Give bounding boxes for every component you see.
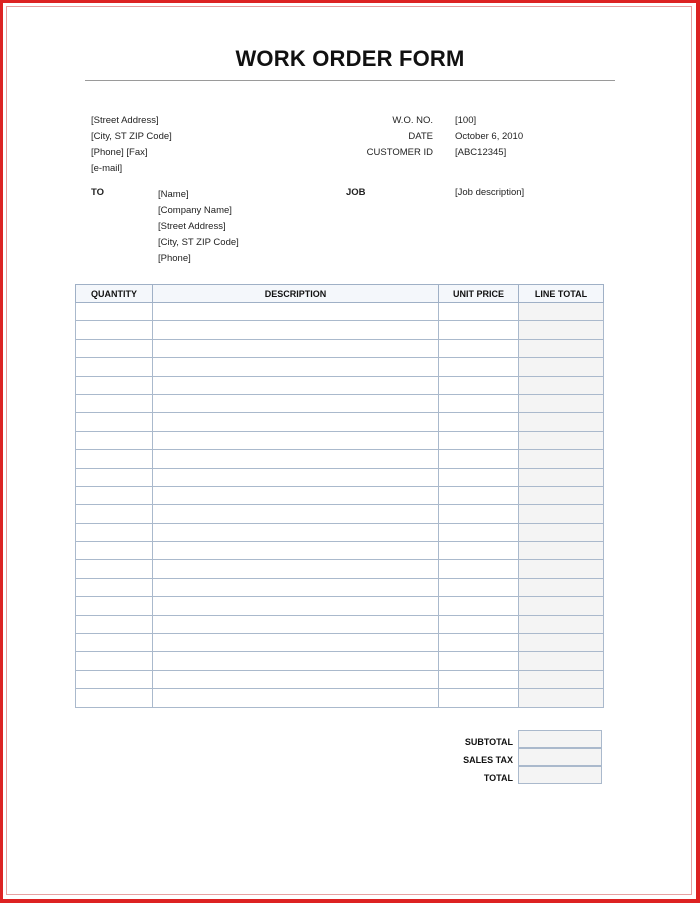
description-cell[interactable] bbox=[153, 523, 439, 541]
unit-price-cell[interactable] bbox=[439, 578, 519, 596]
to-company[interactable]: [Company Name] bbox=[158, 205, 232, 216]
line-total-cell[interactable] bbox=[519, 560, 604, 578]
description-cell[interactable] bbox=[153, 486, 439, 504]
unit-price-cell[interactable] bbox=[439, 689, 519, 707]
sender-email[interactable]: [e-mail] bbox=[91, 163, 123, 174]
table-row bbox=[76, 670, 604, 688]
table-row bbox=[76, 634, 604, 652]
quantity-cell[interactable] bbox=[76, 339, 153, 357]
unit-price-cell[interactable] bbox=[439, 468, 519, 486]
quantity-cell[interactable] bbox=[76, 450, 153, 468]
description-cell[interactable] bbox=[153, 358, 439, 376]
line-total-cell[interactable] bbox=[519, 413, 604, 431]
line-total-cell[interactable] bbox=[519, 578, 604, 596]
quantity-cell[interactable] bbox=[76, 652, 153, 670]
date-value[interactable]: October 6, 2010 bbox=[455, 131, 524, 142]
description-cell[interactable] bbox=[153, 413, 439, 431]
description-cell[interactable] bbox=[153, 560, 439, 578]
table-row bbox=[76, 376, 604, 394]
line-total-cell[interactable] bbox=[519, 358, 604, 376]
quantity-cell[interactable] bbox=[76, 376, 153, 394]
quantity-header: QUANTITY bbox=[76, 285, 153, 303]
subtotal-field[interactable] bbox=[518, 730, 602, 748]
description-cell[interactable] bbox=[153, 376, 439, 394]
sender-address-block bbox=[91, 113, 172, 177]
quantity-cell[interactable] bbox=[76, 597, 153, 615]
quantity-cell[interactable] bbox=[76, 523, 153, 541]
sales-tax-field[interactable] bbox=[518, 748, 602, 766]
unit-price-cell[interactable] bbox=[439, 597, 519, 615]
to-name[interactable]: [Name] bbox=[158, 189, 189, 200]
quantity-cell[interactable] bbox=[76, 560, 153, 578]
line-total-cell[interactable] bbox=[519, 431, 604, 449]
title-divider bbox=[85, 80, 615, 81]
table-row bbox=[76, 431, 604, 449]
subtotal-label: SUBTOTAL bbox=[464, 737, 513, 747]
sender-street[interactable]: [Street Address] bbox=[91, 115, 159, 126]
description-header: DESCRIPTION bbox=[153, 285, 439, 303]
customer-id-label: CUSTOMER ID bbox=[366, 147, 433, 158]
unit-price-cell[interactable] bbox=[439, 431, 519, 449]
unit-price-cell[interactable] bbox=[439, 358, 519, 376]
line-total-cell[interactable] bbox=[519, 542, 604, 560]
quantity-cell[interactable] bbox=[76, 394, 153, 412]
line-total-cell[interactable] bbox=[519, 652, 604, 670]
unit-price-cell[interactable] bbox=[439, 542, 519, 560]
unit-price-cell[interactable] bbox=[439, 652, 519, 670]
unit-price-cell[interactable] bbox=[439, 670, 519, 688]
table-row bbox=[76, 542, 604, 560]
to-street[interactable]: [Street Address] bbox=[158, 221, 226, 232]
quantity-cell[interactable] bbox=[76, 542, 153, 560]
table-row bbox=[76, 689, 604, 707]
description-cell[interactable] bbox=[153, 339, 439, 357]
table-row bbox=[76, 358, 604, 376]
line-total-cell[interactable] bbox=[519, 634, 604, 652]
description-cell[interactable] bbox=[153, 542, 439, 560]
description-cell[interactable] bbox=[153, 597, 439, 615]
line-total-cell[interactable] bbox=[519, 615, 604, 633]
description-cell[interactable] bbox=[153, 689, 439, 707]
description-cell[interactable] bbox=[153, 615, 439, 633]
to-city[interactable]: [City, ST ZIP Code] bbox=[158, 237, 239, 248]
table-row bbox=[76, 597, 604, 615]
description-cell[interactable] bbox=[153, 652, 439, 670]
line-total-cell[interactable] bbox=[519, 376, 604, 394]
table-row bbox=[76, 339, 604, 357]
quantity-cell[interactable] bbox=[76, 321, 153, 339]
quantity-cell[interactable] bbox=[76, 670, 153, 688]
line-total-cell[interactable] bbox=[519, 468, 604, 486]
line-total-cell[interactable] bbox=[519, 597, 604, 615]
total-label: TOTAL bbox=[483, 773, 513, 783]
date-label: DATE bbox=[408, 131, 433, 142]
description-cell[interactable] bbox=[153, 321, 439, 339]
order-meta-values bbox=[455, 113, 523, 161]
line-total-cell[interactable] bbox=[519, 450, 604, 468]
table-row bbox=[76, 486, 604, 504]
table-row bbox=[76, 505, 604, 523]
unit-price-cell[interactable] bbox=[439, 505, 519, 523]
quantity-cell[interactable] bbox=[76, 413, 153, 431]
line-total-cell[interactable] bbox=[519, 321, 604, 339]
table-row bbox=[76, 303, 604, 321]
unit-price-cell[interactable] bbox=[439, 560, 519, 578]
unit-price-cell[interactable] bbox=[439, 339, 519, 357]
job-label: JOB bbox=[346, 187, 366, 198]
table-row bbox=[76, 652, 604, 670]
quantity-cell[interactable] bbox=[76, 578, 153, 596]
order-meta-labels bbox=[340, 113, 433, 161]
quantity-cell[interactable] bbox=[76, 468, 153, 486]
description-cell[interactable] bbox=[153, 394, 439, 412]
table-row bbox=[76, 578, 604, 596]
description-cell[interactable] bbox=[153, 450, 439, 468]
description-cell[interactable] bbox=[153, 634, 439, 652]
line-total-cell[interactable] bbox=[519, 486, 604, 504]
to-address-block bbox=[158, 187, 239, 267]
unit-price-cell[interactable] bbox=[439, 413, 519, 431]
description-cell[interactable] bbox=[153, 505, 439, 523]
sender-city[interactable]: [City, ST ZIP Code] bbox=[91, 131, 172, 142]
unit-price-cell[interactable] bbox=[439, 615, 519, 633]
line-total-header: LINE TOTAL bbox=[519, 285, 604, 303]
table-row bbox=[76, 615, 604, 633]
table-row bbox=[76, 394, 604, 412]
quantity-cell[interactable] bbox=[76, 303, 153, 321]
line-total-cell[interactable] bbox=[519, 394, 604, 412]
quantity-cell[interactable] bbox=[76, 486, 153, 504]
quantity-cell[interactable] bbox=[76, 634, 153, 652]
form-title: WORK ORDER FORM bbox=[235, 46, 465, 71]
wo-number-label: W.O. NO. bbox=[392, 115, 433, 126]
line-items-body bbox=[76, 303, 604, 708]
wo-number-value[interactable]: [100] bbox=[455, 115, 477, 126]
unit-price-cell[interactable] bbox=[439, 450, 519, 468]
line-total-cell[interactable] bbox=[519, 689, 604, 707]
line-total-cell[interactable] bbox=[519, 339, 604, 357]
table-row bbox=[76, 468, 604, 486]
unit-price-cell[interactable] bbox=[439, 321, 519, 339]
to-phone[interactable]: [Phone] bbox=[158, 253, 191, 264]
table-header-row bbox=[76, 285, 604, 303]
table-row bbox=[76, 413, 604, 431]
quantity-cell[interactable] bbox=[76, 615, 153, 633]
line-items-table bbox=[75, 284, 604, 708]
total-field[interactable] bbox=[518, 766, 602, 784]
description-cell[interactable] bbox=[153, 303, 439, 321]
line-total-cell[interactable] bbox=[519, 303, 604, 321]
sales-tax-label: SALES TAX bbox=[463, 755, 513, 765]
table-row bbox=[76, 560, 604, 578]
unit-price-cell[interactable] bbox=[439, 486, 519, 504]
quantity-cell[interactable] bbox=[76, 689, 153, 707]
customer-id-value[interactable]: [ABC12345] bbox=[455, 147, 507, 158]
unit-price-cell[interactable] bbox=[439, 523, 519, 541]
table-row bbox=[76, 523, 604, 541]
description-cell[interactable] bbox=[153, 578, 439, 596]
line-total-cell[interactable] bbox=[519, 670, 604, 688]
line-total-cell[interactable] bbox=[519, 505, 604, 523]
line-total-cell[interactable] bbox=[519, 523, 604, 541]
unit-price-cell[interactable] bbox=[439, 394, 519, 412]
quantity-cell[interactable] bbox=[76, 431, 153, 449]
description-cell[interactable] bbox=[153, 670, 439, 688]
unit-price-header: UNIT PRICE bbox=[439, 285, 519, 303]
unit-price-cell[interactable] bbox=[439, 303, 519, 321]
unit-price-cell[interactable] bbox=[439, 376, 519, 394]
quantity-cell[interactable] bbox=[76, 358, 153, 376]
table-row bbox=[76, 321, 604, 339]
quantity-cell[interactable] bbox=[76, 505, 153, 523]
unit-price-cell[interactable] bbox=[439, 634, 519, 652]
job-description[interactable]: [Job description] bbox=[455, 187, 525, 198]
to-label: TO bbox=[91, 187, 105, 198]
description-cell[interactable] bbox=[153, 431, 439, 449]
table-row bbox=[76, 450, 604, 468]
description-cell[interactable] bbox=[153, 468, 439, 486]
sender-phone-fax[interactable]: [Phone] [Fax] bbox=[91, 147, 148, 158]
